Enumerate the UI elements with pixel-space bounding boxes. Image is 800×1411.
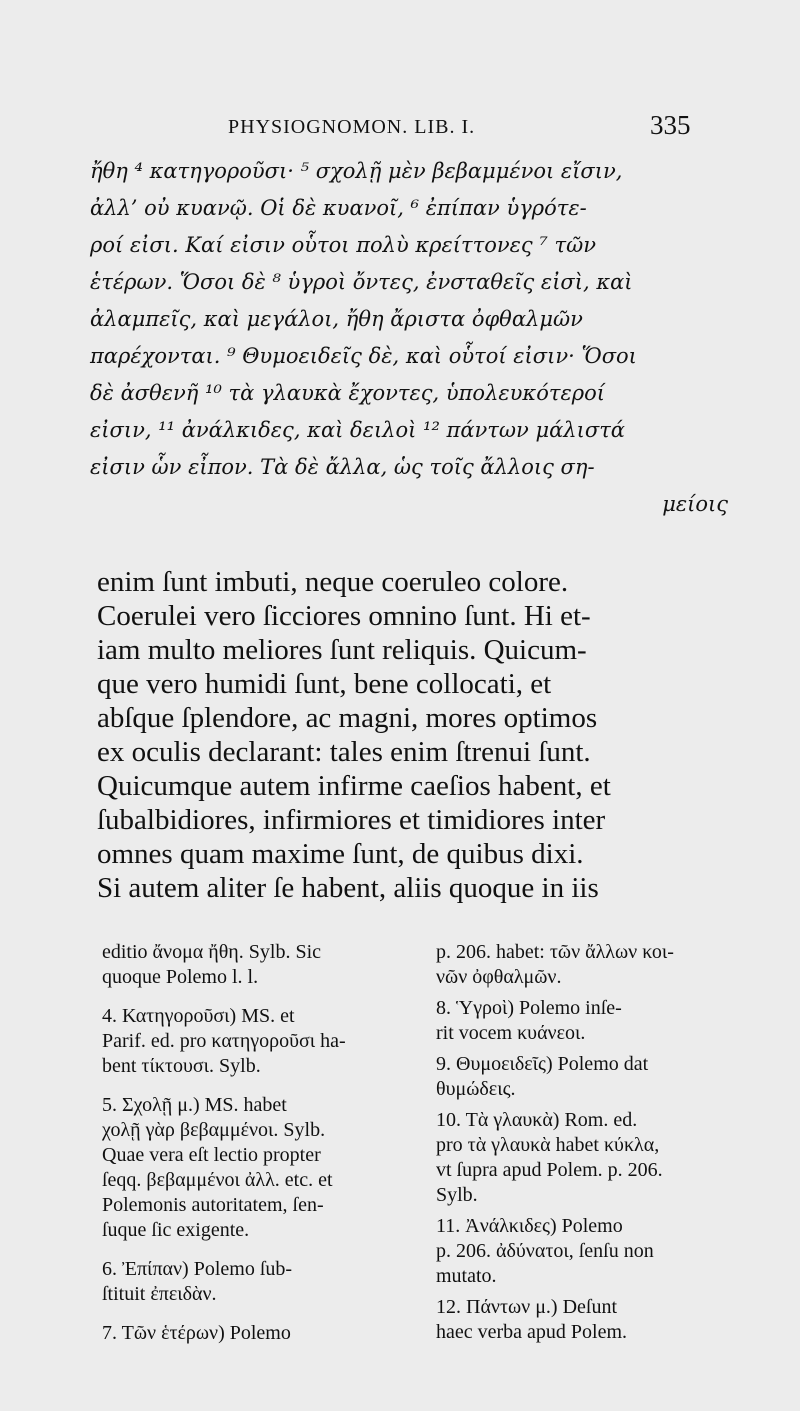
greek-line: εἰσιν ὧν εἶπον. Τὰ δὲ ἄλλα, ὡς τοῖς ἄλλοις ση- xyxy=(90,455,595,479)
greek-line: ροί εἰσι. Καί εἰσιν οὗτοι πολὺ κρείττονες ⁷ τῶν xyxy=(90,233,596,257)
footnote-line: νῶν ὀφθαλμῶν. xyxy=(436,966,562,988)
page-number: 335 xyxy=(650,110,691,140)
latin-line: Quicumque autem infirme caeſios habent, et xyxy=(97,770,611,802)
greek-catchword: μείοις xyxy=(662,492,728,516)
footnote-line: 9. Θυμοειδεῖς) Polemo dat xyxy=(436,1053,649,1075)
footnote-line: haec verba apud Polem. xyxy=(436,1321,628,1343)
footnote-line: Sylb. xyxy=(436,1184,478,1206)
running-title: PHYSIOGNOMON. LIB. I. xyxy=(228,116,476,138)
footnote-line: ſtituit ἐπειδὰν. xyxy=(102,1283,217,1305)
footnote-line: Quae vera eſt lectio propter xyxy=(102,1144,321,1166)
footnote-line: 4. Κατηγοροῦσι) MS. et xyxy=(102,1005,295,1027)
footnotes-left-column xyxy=(102,940,407,1346)
footnote-line: Polemonis autoritatem, ſen- xyxy=(102,1194,324,1216)
footnote-line: editio ἄνομα ἤθη. Sylb. Sic xyxy=(102,941,322,963)
latin-line: Coerulei vero ſicciores omnino ſunt. Hi et- xyxy=(97,600,591,632)
footnote-line: θυμώδεις. xyxy=(436,1078,516,1100)
footnote-line: 10. Τὰ γλαυκὰ) Rom. ed. xyxy=(436,1109,638,1131)
latin-line: Si autem aliter ſe habent, aliis quoque in iis xyxy=(97,872,599,904)
footnote-line: 5. Σχολῇ μ.) MS. habet xyxy=(102,1094,287,1116)
footnotes-right-column xyxy=(436,940,776,1345)
footnote-line: vt ſupra apud Polem. p. 206. xyxy=(436,1159,663,1181)
latin-translation-block xyxy=(97,565,742,905)
greek-text-block xyxy=(90,153,740,523)
latin-line: abſque ſplendore, ac magni, mores optimos xyxy=(97,702,598,734)
greek-line: ἀλλ’ οὐ κυανῷ. Οἱ δὲ κυανοῖ, ⁶ ἐπίπαν ὑγρότε- xyxy=(90,196,587,220)
greek-line: παρέχονται. ⁹ Θυμοειδεῖς δὲ, καὶ οὗτοί εἰσιν· Ὅσοι xyxy=(90,344,637,368)
footnote-line: 6. Ἐπίπαν) Polemo ſub- xyxy=(102,1258,293,1280)
footnote-line: ſeqq. βεβαμμένοι ἀλλ. etc. et xyxy=(102,1169,333,1191)
footnote-line: p. 206. ἀδύνατοι, ſenſu non xyxy=(436,1240,654,1262)
greek-line: ἤθη ⁴ κατηγοροῦσι· ⁵ σχολῇ μὲν βεβαμμένοι εἴσιν, xyxy=(90,159,623,183)
footnote-line: ſuque ſic exigente. xyxy=(102,1219,250,1241)
footnote-line: 11. Ἀνάλκιδες) Polemo xyxy=(436,1215,623,1237)
footnote-line: χολῇ γὰρ βεβαμμένοι. Sylb. xyxy=(102,1119,326,1141)
greek-line: εἰσιν, ¹¹ ἀνάλκιδες, καὶ δειλοὶ ¹² πάντων μάλιστά xyxy=(90,418,625,442)
greek-line: ἀλαμπεῖς, καὶ μεγάλοι, ἤθη ἄριστα ὀφθαλμῶν xyxy=(90,307,583,331)
footnote-line: 7. Τῶν ἑτέρων) Polemo xyxy=(102,1322,291,1344)
latin-line: iam multo meliores ſunt reliquis. Quicum- xyxy=(97,634,587,666)
latin-line: que vero humidi ſunt, bene collocati, et xyxy=(97,668,552,700)
latin-line: ſubalbidiores, infirmiores et timidiores inter xyxy=(97,804,606,836)
footnote-line: mutato. xyxy=(436,1265,497,1287)
greek-line: δὲ ἀσθενῆ ¹⁰ τὰ γλαυκὰ ἔχοντες, ὑπολευκότεροί xyxy=(90,381,605,405)
latin-line: ex oculis declarant: tales enim ſtrenui ſunt. xyxy=(97,736,591,768)
page-header xyxy=(0,110,800,150)
footnote-line: rit vocem κυάνεοι. xyxy=(436,1022,586,1044)
footnote-line: 8. Ὑγροὶ) Polemo inſe- xyxy=(436,997,622,1019)
footnote-line: bent τίκτουσι. Sylb. xyxy=(102,1055,261,1077)
footnote-line: quoque Polemo l. l. xyxy=(102,966,259,988)
footnote-line: 12. Πάντων μ.) Deſunt xyxy=(436,1296,618,1318)
greek-line: ἑτέρων. Ὅσοι δὲ ⁸ ὑγροὶ ὄντες, ἐνσταθεῖς εἰσὶ, καὶ xyxy=(90,270,633,294)
latin-line: omnes quam maxime ſunt, de quibus dixi. xyxy=(97,838,584,870)
latin-line: enim ſunt imbuti, neque coeruleo colore. xyxy=(97,566,569,598)
footnote-line: p. 206. habet: τῶν ἄλλων κοι- xyxy=(436,941,674,963)
footnote-line: Parif. ed. pro κατηγοροῦσι ha- xyxy=(102,1030,346,1052)
footnote-line: pro τὰ γλαυκὰ habet κύκλα, xyxy=(436,1134,660,1156)
footnotes xyxy=(0,940,800,1380)
